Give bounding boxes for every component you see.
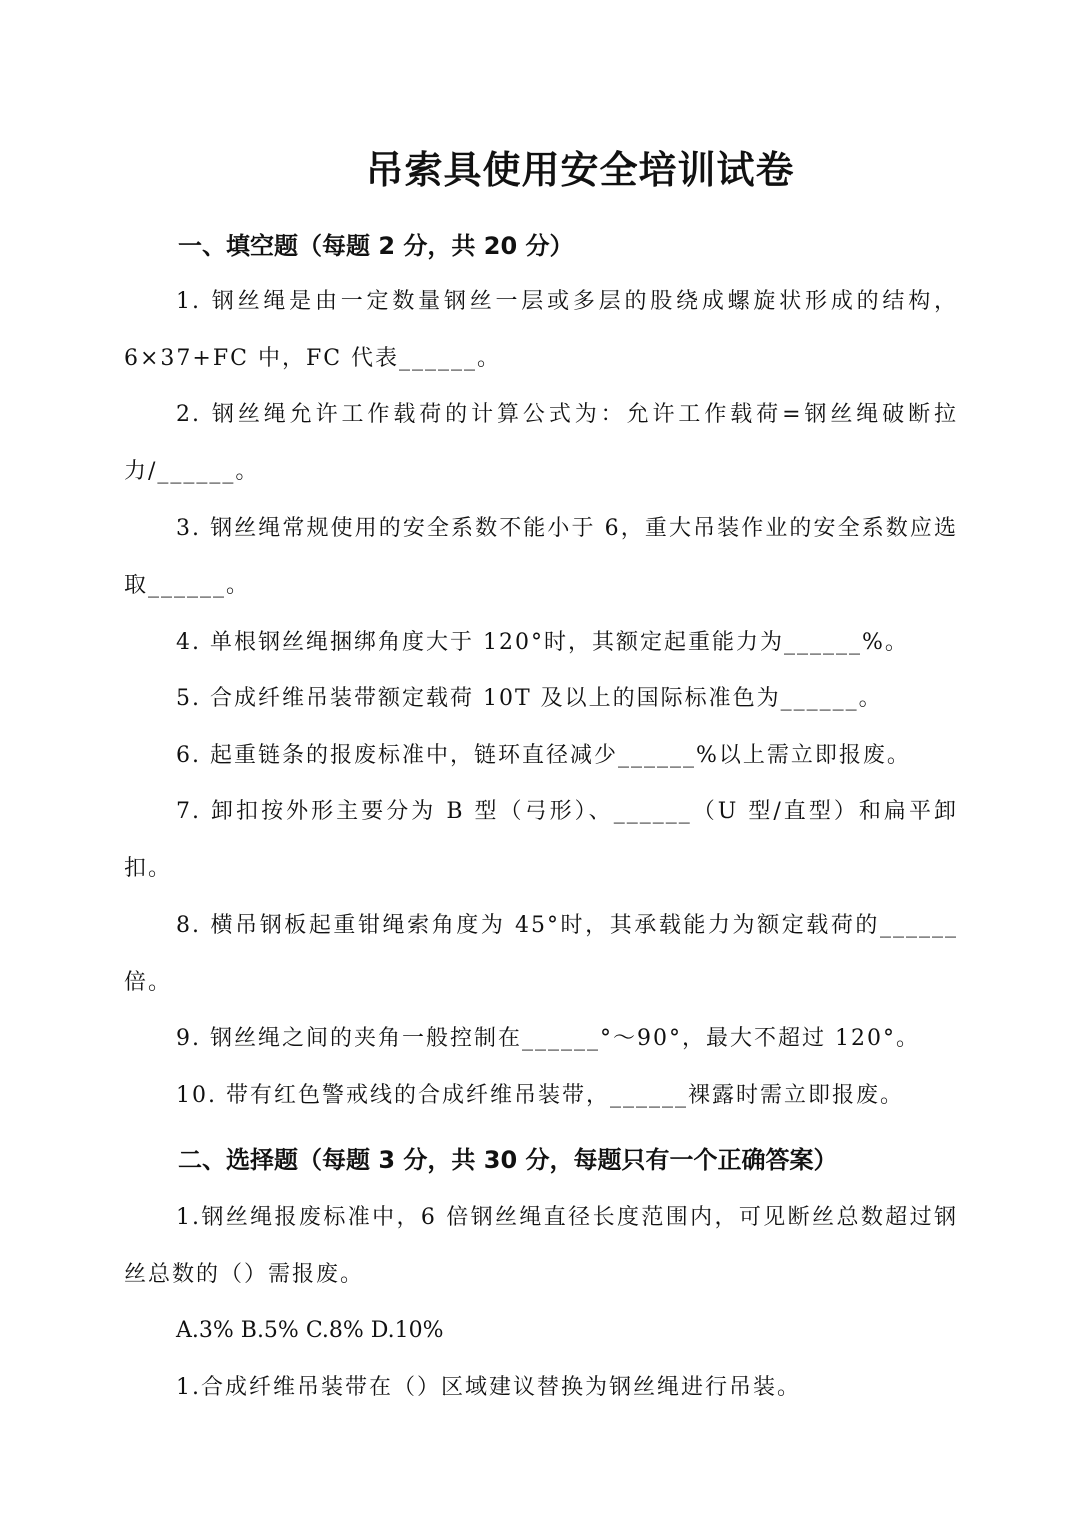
choice-question-1: 1.钢丝绳报废标准中，6 倍钢丝绳直径长度范围内，可见断丝总数超过钢丝总数的（）需报废。 [124,1205,958,1287]
choice-question-2: 1.合成纤维吊装带在（）区域建议替换为钢丝绳进行吊装。 [176,1375,801,1400]
fill-question-2: 2. 钢丝绳允许工作载荷的计算公式为：允许工作载荷=钢丝绳破断拉力/______。 [124,402,958,484]
choice-question-1-options: A.3% B.5% C.8% D.10% [176,1318,444,1343]
fill-question-4: 4. 单根钢丝绳捆绑角度大于 120°时，其额定起重能力为______%。 [176,630,909,655]
fill-question-10: 10. 带有红色警戒线的合成纤维吊装带，______裸露时需立即报废。 [176,1083,904,1108]
fill-question-8: 8. 横吊钢板起重钳绳索角度为 45°时，其承载能力为额定载荷的______倍。 [124,913,958,995]
section-choice-heading: 二、选择题（每题 3 分，共 30 分，每题只有一个正确答案） [178,1146,838,1174]
fill-question-7: 7. 卸扣按外形主要分为 B 型（弓形）、______（U 型/直型）和扁平卸扣。 [124,799,958,881]
section-fill-blank-heading: 一、填空题（每题 2 分，共 20 分） [178,232,574,260]
fill-question-9: 9. 钢丝绳之间的夹角一般控制在______°～90°，最大不超过 120°。 [176,1026,920,1051]
fill-question-3: 3. 钢丝绳常规使用的安全系数不能小于 6，重大吊装作业的安全系数应选取______。 [124,516,958,598]
fill-question-6: 6. 起重链条的报废标准中，链环直径减少______%以上需立即报废。 [176,743,911,768]
fill-question-5: 5. 合成纤维吊装带额定载荷 10T 及以上的国际标准色为______。 [176,686,883,711]
fill-question-1: 1. 钢丝绳是由一定数量钢丝一层或多层的股绕成螺旋状形成的结构，6×37+FC 中，FC 代表______。 [124,289,958,371]
exam-title: 吊索具使用安全培训试卷 [365,148,795,192]
